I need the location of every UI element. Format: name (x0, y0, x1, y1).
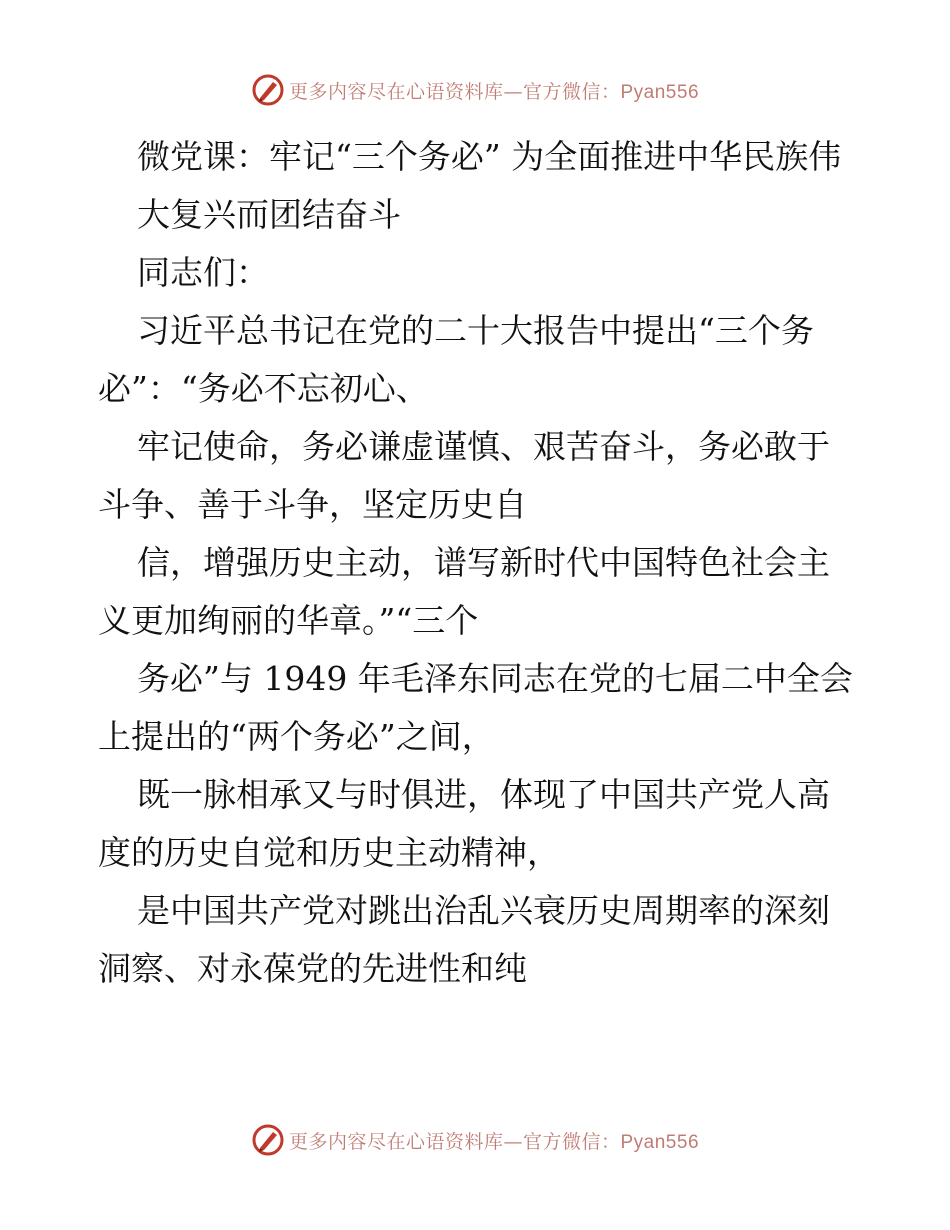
paragraph-body-2: 牢记使命，务必谦虚谨慎、艰苦奋斗，务必敢于斗争、善于斗争，坚定历史自 (98, 427, 830, 524)
header-banner-text (289, 77, 699, 104)
paragraph-title-line-2: 大复兴而团结奋斗 (137, 195, 401, 234)
paragraph-body-5: 既一脉相承又与时俱进，体现了中国共产党人高度的历史自觉和历史主动精神， (98, 775, 830, 872)
paragraph-body-6: 是中国共产党对跳出治乱兴衰历史周期率的深刻洞察、对永葆党的先进性和纯 (98, 891, 830, 988)
pen-circle-logo-icon (251, 1123, 285, 1157)
footer-banner (0, 1120, 950, 1160)
header-wechat-id: Pyan556 (620, 81, 700, 103)
header-banner-label: 更多内容尽在心语资料库—官方微信： (288, 80, 621, 103)
paragraph-title-line-1: 微党课：牢记“三个务必” 为全面推进中华民族伟 (137, 137, 842, 176)
pen-circle-logo-icon (251, 73, 285, 107)
footer-banner-text (289, 1127, 699, 1154)
paragraph-body-1: 习近平总书记在党的二十大报告中提出“三个务必”：“务必不忘初心、 (98, 311, 814, 408)
header-banner-inner (251, 73, 699, 107)
paragraph-body-3: 信，增强历史主动，谱写新时代中国特色社会主义更加绚丽的华章。”“三个 (98, 543, 830, 640)
header-banner (0, 70, 950, 110)
paragraph-salutation: 同志们： (137, 253, 269, 292)
footer-wechat-id: Pyan556 (620, 1131, 700, 1153)
paragraph-body-4: 务必”与 1949 年毛泽东同志在党的七届二中全会上提出的“两个务必”之间， (98, 659, 853, 756)
footer-banner-inner (251, 1123, 699, 1157)
document-body (98, 128, 858, 998)
footer-banner-label: 更多内容尽在心语资料库—官方微信： (288, 1130, 621, 1153)
